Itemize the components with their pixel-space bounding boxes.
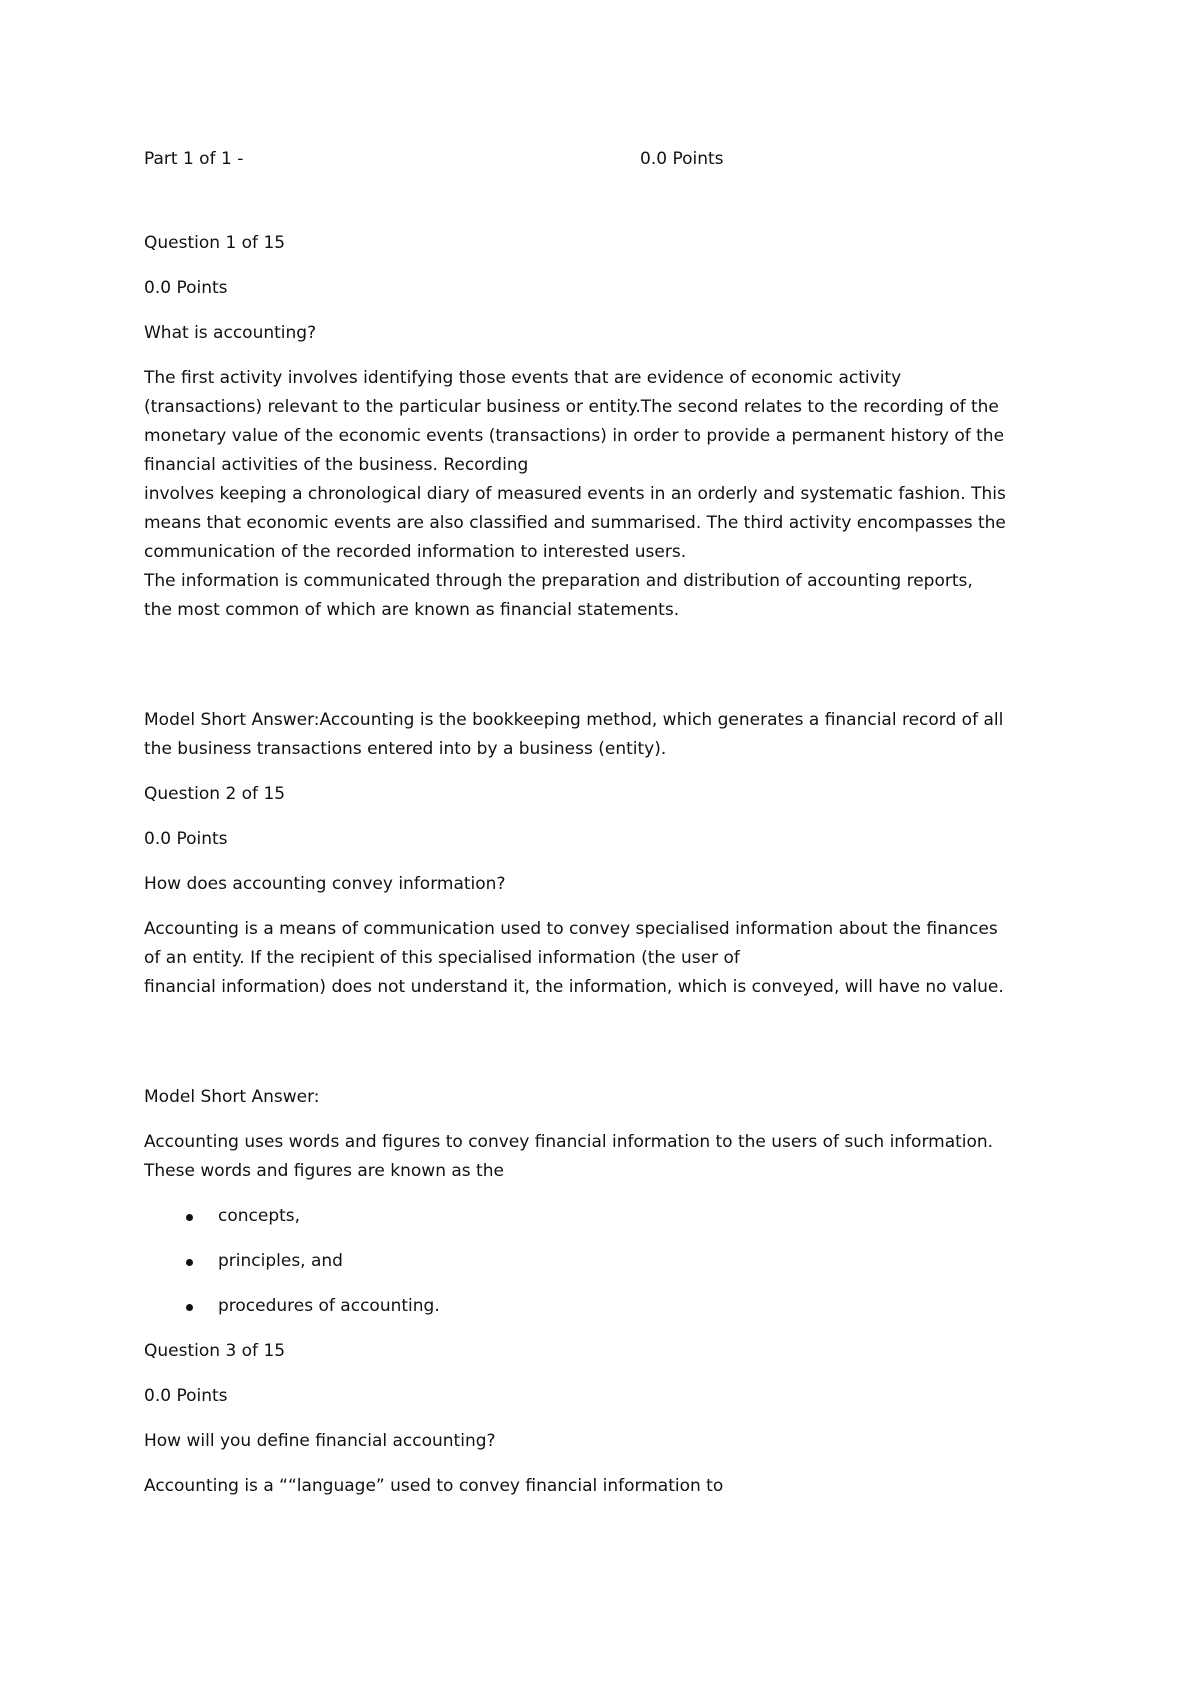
answer-line: financial information) does not understand it, the information, which is conveyed, will have no value. [144, 977, 1004, 997]
question-3 [144, 1337, 1064, 1501]
question-points: 0.0 Points [144, 829, 228, 849]
part-points: 0.0 Points [640, 149, 724, 169]
answer-line: means that economic events are also classified and summarised. The third activity encompasses the [144, 513, 1006, 533]
list-item [144, 1292, 1064, 1321]
document-page [144, 147, 1064, 1501]
list-item-text: principles, and [218, 1251, 343, 1271]
bullet-icon [186, 1259, 193, 1266]
question-prompt: How will you define financial accounting? [144, 1431, 496, 1451]
model-answer-label: Model Short Answer: [144, 1087, 320, 1107]
bullet-list [144, 1202, 1064, 1321]
answer-line: financial activities of the business. Recording [144, 455, 529, 475]
question-points: 0.0 Points [144, 1386, 228, 1406]
list-item-text: concepts, [218, 1206, 301, 1226]
answer-line: Accounting is a means of communication used to convey specialised information about the finances [144, 919, 998, 939]
answer-line: the most common of which are known as financial statements. [144, 600, 680, 620]
bullet-icon [186, 1214, 193, 1221]
model-answer [144, 1128, 1064, 1186]
model-answer-line: Model Short Answer:Accounting is the bookkeeping method, which generates a financial record of all [144, 710, 1004, 730]
answer-line: monetary value of the economic events (transactions) in order to provide a permanent history of the [144, 426, 1005, 446]
model-answer [144, 706, 1064, 764]
question-prompt: What is accounting? [144, 323, 317, 343]
answer-line: The first activity involves identifying those events that are evidence of economic activity [144, 368, 902, 388]
question-points: 0.0 Points [144, 278, 228, 298]
model-answer-line: the business transactions entered into by a business (entity). [144, 739, 667, 759]
answer-line: (transactions) relevant to the particular business or entity.The second relates to the recording of the [144, 397, 999, 417]
list-item [144, 1247, 1064, 1276]
question-prompt: How does accounting convey information? [144, 874, 506, 894]
answer-line: communication of the recorded information to interested users. [144, 542, 687, 562]
answer-line: of an entity. If the recipient of this specialised information (the user of [144, 948, 740, 968]
part-label: Part 1 of 1 - [144, 149, 244, 169]
question-number: Question 3 of 15 [144, 1341, 286, 1361]
answer-text [144, 364, 1064, 625]
answer-text [144, 1472, 1064, 1501]
question-2 [144, 780, 1064, 1321]
model-answer-line: Accounting uses words and figures to convey financial information to the users of such information. [144, 1132, 994, 1152]
part-header [144, 147, 1064, 171]
answer-line: The information is communicated through the preparation and distribution of accounting reports, [144, 571, 973, 591]
question-number: Question 1 of 15 [144, 233, 286, 253]
answer-line: involves keeping a chronological diary of measured events in an orderly and systematic fashion. This [144, 484, 1006, 504]
model-answer-line: These words and figures are known as the [144, 1161, 504, 1181]
list-item [144, 1202, 1064, 1231]
bullet-icon [186, 1304, 193, 1311]
list-item-text: procedures of accounting. [218, 1296, 440, 1316]
question-number: Question 2 of 15 [144, 784, 286, 804]
answer-text [144, 915, 1064, 1002]
question-1 [144, 229, 1064, 764]
answer-line: Accounting is a ““language” used to convey financial information to [144, 1476, 724, 1496]
